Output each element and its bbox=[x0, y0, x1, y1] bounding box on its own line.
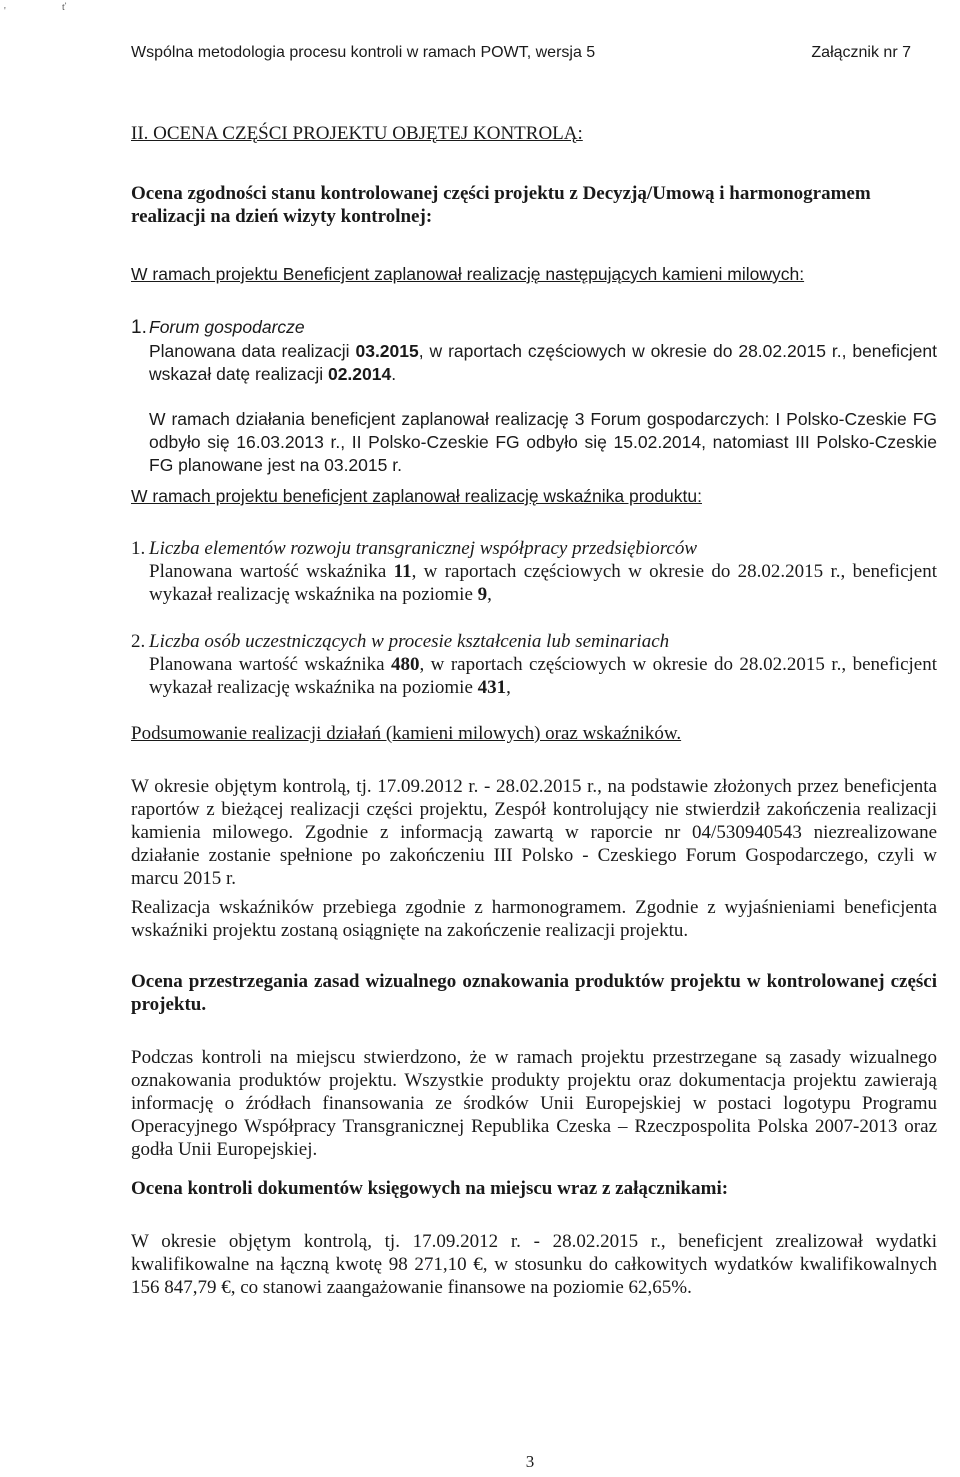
indicator-number: 1. bbox=[131, 538, 146, 559]
milestones-intro: W ramach projektu Beneficjent zaplanował realizację następujących kamieni milowych: bbox=[131, 264, 805, 284]
milestone-forums-text: W ramach działania beneficjent zaplanował realizację 3 Forum gospodarczych: I Polsko-Czeskie FG odbyło się 16.03.2013 r., II Polsko-Czeskie FG odbyło się 15.02.2014, natomiast III Polsko-Czeskie FG planowane jest na 03.2015 r. bbox=[149, 409, 937, 475]
summary-heading: Podsumowanie realizacji działań (kamieni milowych) oraz wskaźników. bbox=[131, 723, 682, 744]
milestone-text: Planowana data realizacji 03.2015, w raportach częściowych w okresie do 28.02.2015 r., beneficjent wskazał datę realizacji 02.2014. bbox=[149, 341, 937, 384]
visual-marking-paragraph: Podczas kontroli na miejscu stwierdzono, że w ramach projektu przestrzegane są zasady wizualnego oznakowania produktów projektu. Wszystkie produkty projektu oraz dokumentacja projektu zawierają informację o źródłach finansowania ze środków Unii Europejskiej w postaci logotypu Programu Operacyjnego Współpracy Transgranicznej Republika Czeska – Rzeczpospolita Polska 2007-2013 oraz godła Unii Europejskiej. bbox=[131, 1047, 937, 1160]
scan-mark: ť bbox=[62, 2, 67, 13]
milestone-number: 1. bbox=[131, 317, 147, 338]
accounting-paragraph: W okresie objętym kontrolą, tj. 17.09.2012 r. - 28.02.2015 r., beneficjent zrealizował wydatki kwalifikowalne na łączną kwotę 98 271,10 €, w stosunku do całkowitych wydatków kwalifikowalnych 156 847,79 €, co stanowi zaangażowanie finansowe na poziomie 62,65%. bbox=[131, 1231, 937, 1298]
page-number: 3 bbox=[525, 1452, 535, 1471]
header-title: Wspólna metodologia procesu kontroli w ramach POWT, wersja 5 bbox=[131, 44, 596, 61]
indicator-text: Planowana wartość wskaźnika 480, w raportach częściowych w okresie do 28.02.2015 r., beneficjent wykazał realizację wskaźnika na poziomie 431, bbox=[149, 654, 937, 698]
assessment-heading: Ocena zgodności stanu kontrolowanej części projektu z Decyzją/Umową i harmonogramem realizacji na dzień wizyty kontrolnej: bbox=[131, 183, 871, 227]
summary-paragraph-indicators: Realizacja wskaźników przebiega zgodnie z harmonogramem. Zgodnie z wyjaśnieniami beneficjenta wskaźniki projektu zostaną osiągnięte na zakończenie realizacji projektu. bbox=[131, 897, 937, 941]
indicators-intro: W ramach projektu beneficjent zaplanował realizację wskaźnika produktu: bbox=[131, 486, 702, 506]
indicator-title: Liczba elementów rozwoju transgranicznej współpracy przedsiębiorców bbox=[149, 538, 697, 559]
indicator-number: 2. bbox=[131, 631, 146, 652]
indicator-text: Planowana wartość wskaźnika 11, w raportach częściowych w okresie do 28.02.2015 r., beneficjent wykazał realizację wskaźnika na poziomie 9, bbox=[149, 561, 937, 605]
milestone-title: Forum gospodarcze bbox=[149, 317, 305, 337]
visual-marking-heading: Ocena przestrzegania zasad wizualnego oznakowania produktów projektu w kontrolowanej części projektu. bbox=[131, 971, 937, 1015]
page-header bbox=[131, 44, 911, 74]
indicator-title: Liczba osób uczestniczących w procesie kształcenia lub seminariach bbox=[149, 631, 670, 652]
section-title: II. OCENA CZĘŚCI PROJEKTU OBJĘTEJ KONTROLĄ: bbox=[131, 123, 583, 144]
accounting-heading: Ocena kontroli dokumentów księgowych na miejscu wraz z załącznikami: bbox=[131, 1178, 729, 1199]
summary-paragraph: W okresie objętym kontrolą, tj. 17.09.2012 r. - 28.02.2015 r., na podstawie złożonych przez beneficjenta raportów z bieżącej realizacji części projektu, Zespół kontrolujący nie stwierdził zakończenia realizacji kamienia milowego. Zgodnie z informacją zawartą w raporcie nr 04/530940543 niezrealizowane działanie zostanie spełnione po zakończeniu III Polsko - Czeskiego Forum Gospodarczego, czyli w marcu 2015 r. bbox=[131, 776, 937, 889]
scan-mark: ' bbox=[4, 6, 6, 17]
header-attachment: Załącznik nr 7 bbox=[811, 44, 911, 61]
